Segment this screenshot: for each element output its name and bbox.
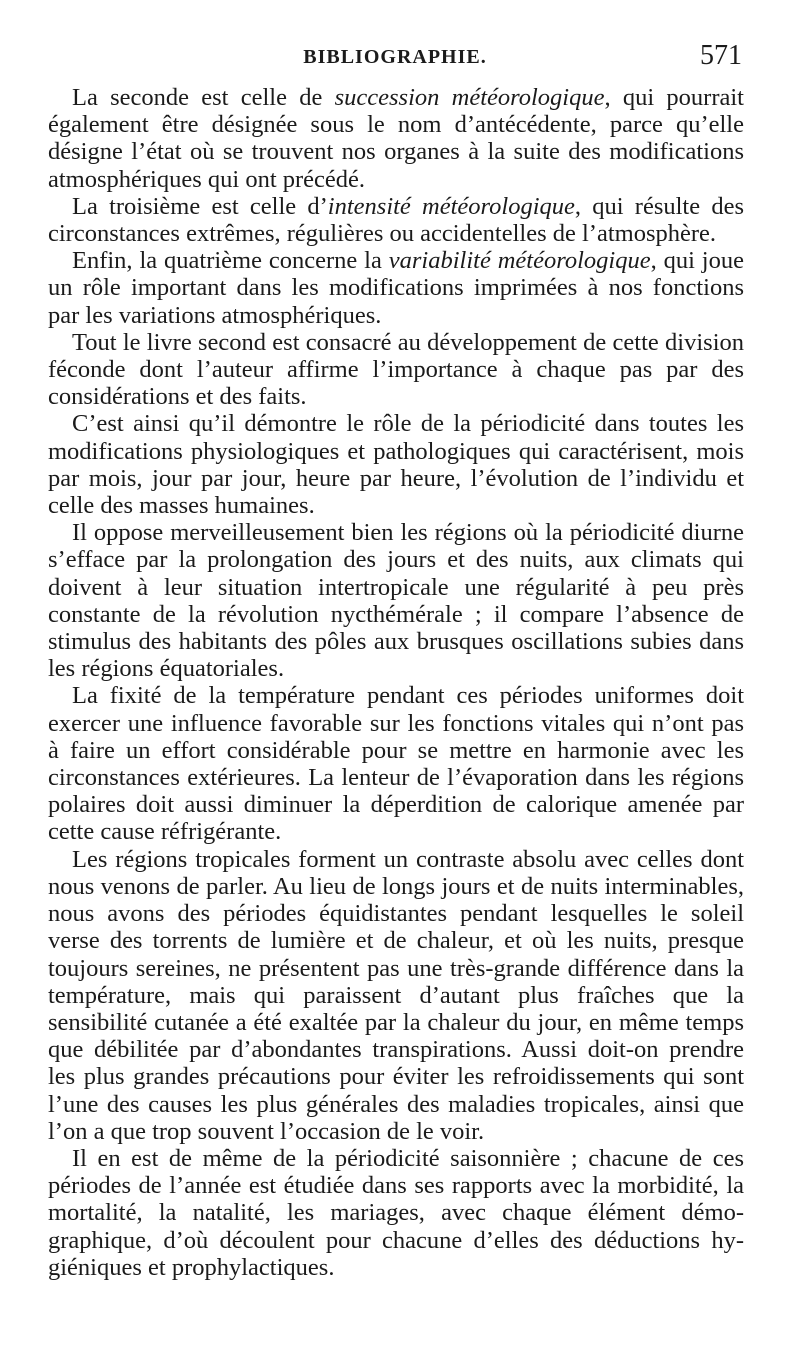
paragraph <box>48 84 744 193</box>
text-segment: La seconde est celle de <box>72 84 335 111</box>
paragraph <box>48 247 744 329</box>
paragraph <box>48 1145 744 1281</box>
italic-term: variabilité météorologique <box>388 247 651 275</box>
text-segment: , qui résulte des circonstances extrêmes, régulières ou accidentelles de l’atmosphère. <box>48 192 744 248</box>
text-segment: Enfin, la quatrième concerne la <box>72 247 389 275</box>
text-segment: La troisième est celle d’ <box>72 192 328 220</box>
text-segment: La fixité de la température pendant ces périodes uniformes doit exercer une influence favorable sur les fonctions vitales qui n’ont pas à faire un effort considérable pour se mettre en harmonie avec les circonstances extérieures. La lenteur de l’évaporation dans les régions polaires doit aussi diminuer la déperdition de calorique amenée par cette cause réfrigérante. <box>48 682 744 846</box>
paragraph <box>48 193 744 247</box>
text-segment: , qui pourrait également être désignée sous le nom d’antécédente, parce qu’elle désigne l’état où se trouvent nos organes à la suite des modifications atmosphériques qui ont précédé. <box>48 84 744 193</box>
italic-term: intensité météorologique <box>327 192 575 220</box>
paragraph <box>48 519 744 682</box>
text-segment: Les régions tropicales forment un contraste absolu avec celles dont nous venons de parler. Au lieu de longs jours et de nuits interminables, nous avons des périodes équidistantes pendant lesquelles le soleil verse des torrents de lumière et de chaleur, et où les nuits, presque toujours sereines, ne présentent pas une très-grande différence dans la température, mais qui paraissent d’autant plus fraîches que la sensibilité cutanée a été exaltée par la chaleur du jour, en même temps que débilitée par d’abondantes transpirations. Aussi doit-on prendre les plus grandes précautions pour éviter les refroidissements qui sont l’une des causes les plus générales des maladies tropicales, ainsi que l’on a que trop souvent l’occasion de le voir. <box>48 845 744 1145</box>
paragraph <box>48 682 744 845</box>
body-text <box>48 84 744 1281</box>
text-segment: , qui joue un rôle important dans les modifications imprimées à nos fonctions par les variations atmosphériques. <box>48 247 744 329</box>
running-title: BIBLIOGRAPHIE. <box>303 46 487 68</box>
text-segment: C’est ainsi qu’il démontre le rôle de la périodicité dans toutes les modifications physiologiques et pathologiques qui caractérisent, mois par mois, jour par jour, heure par heure, l’évolution de l’individu et celle des masses humaines. <box>48 410 744 520</box>
text-segment: Il en est de même de la périodicité saisonnière ; chacune de ces périodes de l’année est étudiée dans ses rapports avec la morbidité, la mortalité, la natalité, les mariages, avec chaque élément démographique, d’où découlent pour chacune d’elles des déductions hygiéniques et prophylactiques. <box>48 1144 744 1281</box>
paragraph <box>48 846 744 1145</box>
italic-term: succession météorologique <box>334 84 605 111</box>
page-header <box>48 40 742 80</box>
paragraph <box>48 329 744 411</box>
paragraph <box>48 410 744 519</box>
text-segment: Il oppose merveilleusement bien les régions où la périodicité diurne s’efface par la prolongation des jours et des nuits, aux climats qui doivent à leur situation intertropicale une régularité à peu près constante de la révolution nycthémérale ; il compare l’absence de stimulus des habitants des pôles aux brusques oscillations subies dans les régions équatoriales. <box>48 519 744 683</box>
text-segment: Tout le livre second est consacré au développement de cette division féconde dont l’auteur affirme l’importance à chaque pas par des considérations et des faits. <box>48 328 744 411</box>
page-number: 571 <box>700 40 742 71</box>
